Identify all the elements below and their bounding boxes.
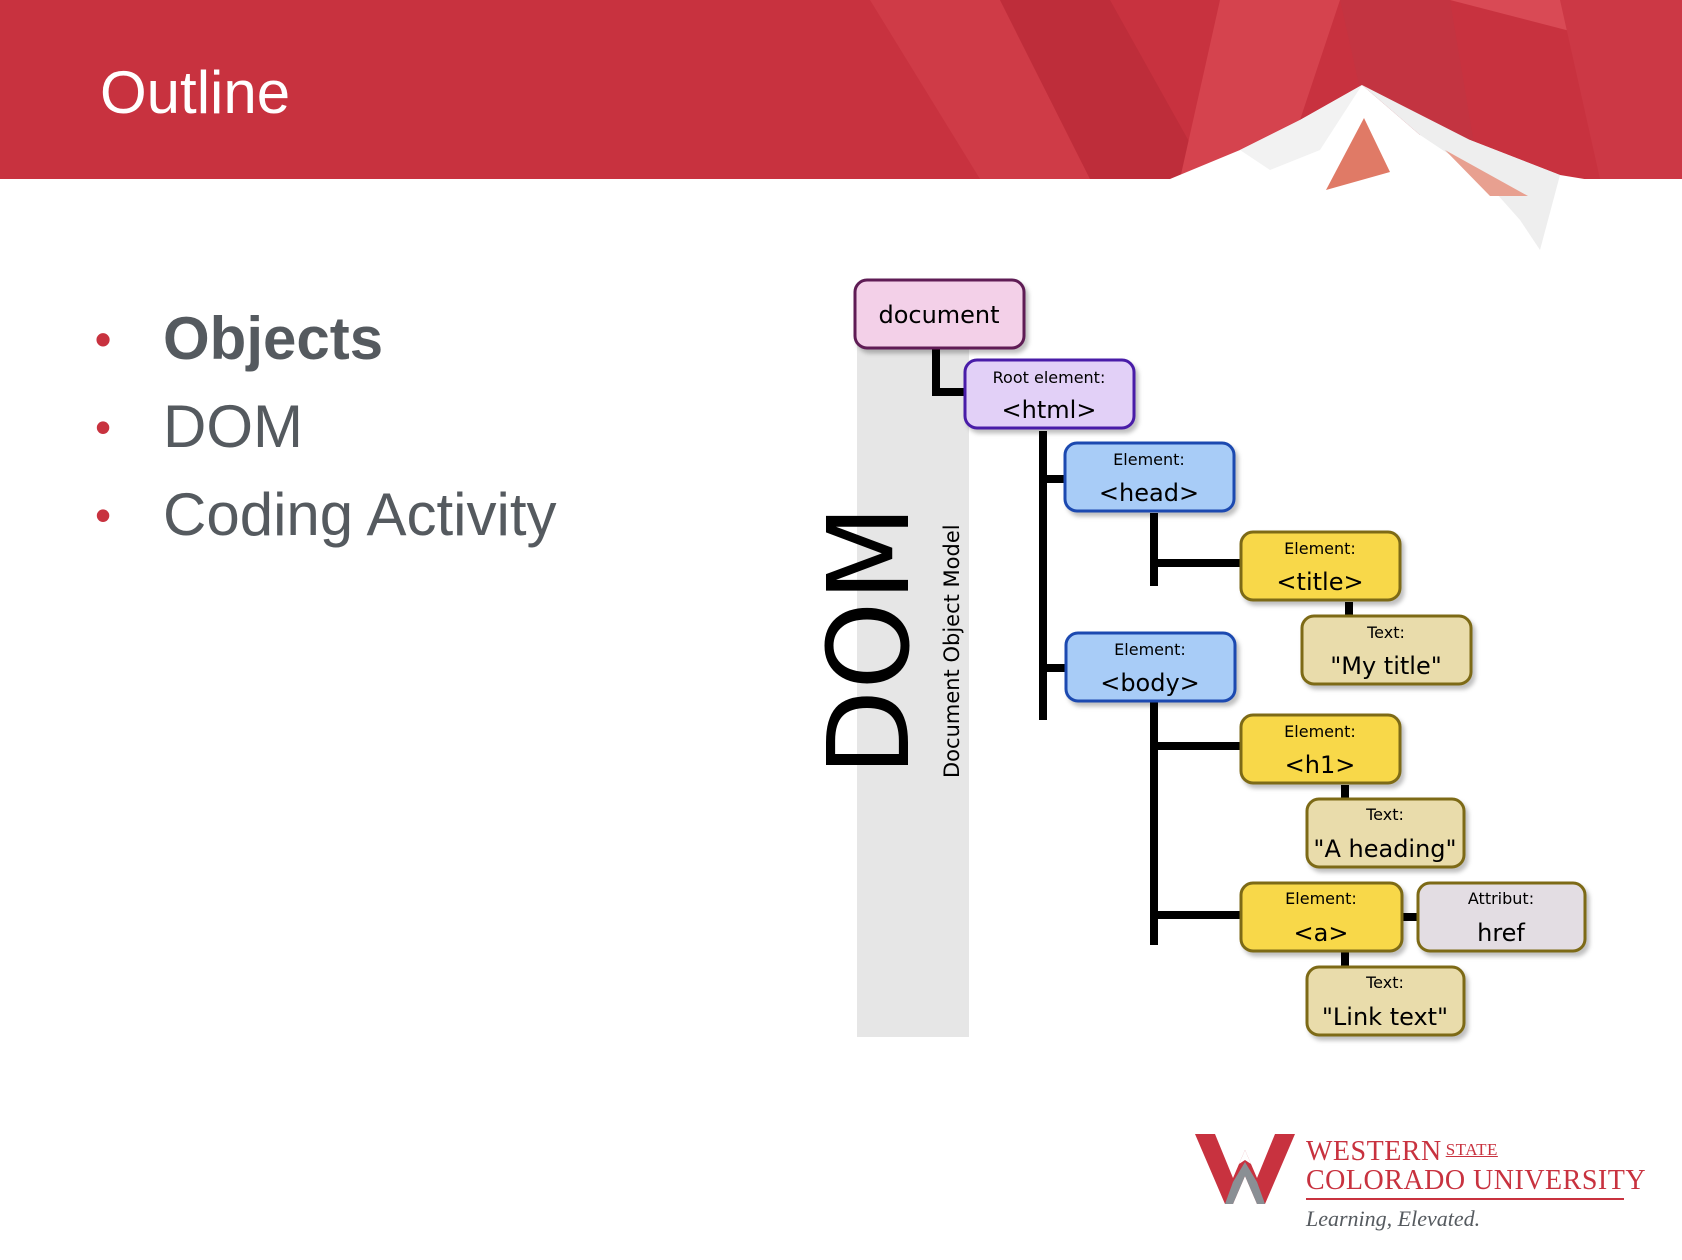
tree-node-html	[965, 360, 1134, 428]
logo-name-line2: COLORADO UNIVERSITY	[1306, 1165, 1647, 1196]
dom-big-label: DOM	[805, 504, 935, 776]
node-label: <a>	[1293, 919, 1349, 947]
node-type: Text:	[1367, 623, 1405, 642]
tree-node-head	[1065, 443, 1234, 511]
node-type: Text:	[1366, 805, 1404, 824]
bullet-icon: •	[95, 313, 112, 365]
logo-divider	[1306, 1198, 1624, 1200]
bullet-icon: •	[95, 489, 112, 541]
tree-node-body	[1066, 633, 1235, 701]
node-type: Root element:	[992, 368, 1106, 387]
node-label: document	[878, 301, 1000, 329]
node-type: Element:	[1114, 640, 1186, 659]
logo-tagline: Learning, Elevated.	[1306, 1206, 1481, 1231]
node-label: "Link text"	[1321, 1003, 1449, 1031]
node-label: "My title"	[1330, 652, 1442, 680]
tree-node-document	[855, 280, 1024, 348]
bullet-icon: •	[95, 401, 112, 453]
node-type: Text:	[1366, 973, 1404, 992]
node-label: href	[1477, 919, 1525, 947]
dom-subtitle: Document Object Model	[940, 524, 964, 778]
tree-node-a	[1241, 883, 1402, 951]
tree-node-attribute	[1418, 883, 1585, 951]
node-label: <head>	[1098, 479, 1200, 507]
tree-node-h1-text	[1307, 799, 1464, 867]
node-type: Attribut:	[1467, 889, 1535, 908]
logo-state: STATE	[1445, 1140, 1498, 1159]
university-logo-icon	[1195, 1132, 1295, 1206]
node-label: <body>	[1100, 669, 1200, 697]
node-label: <h1>	[1284, 751, 1356, 779]
tree-node-a-text	[1307, 967, 1464, 1035]
tree-node-title-text	[1302, 616, 1471, 684]
slide-title: Outline	[100, 59, 291, 126]
tree-node-h1	[1241, 715, 1400, 783]
tree-node-title	[1241, 532, 1400, 600]
list-item-label: DOM	[163, 393, 303, 460]
list-item-label: Coding Activity	[163, 481, 557, 548]
node-label: <html>	[1001, 396, 1097, 424]
logo-name-line1	[1306, 1136, 1498, 1168]
list-item-label: Objects	[163, 305, 384, 372]
node-label: <title>	[1276, 568, 1364, 596]
logo-western: WESTERN	[1306, 1136, 1442, 1167]
node-type: Element:	[1284, 722, 1356, 741]
node-type: Element:	[1285, 889, 1357, 908]
node-type: Element:	[1113, 450, 1185, 469]
node-label: "A heading"	[1313, 835, 1457, 863]
node-type: Element:	[1284, 539, 1356, 558]
